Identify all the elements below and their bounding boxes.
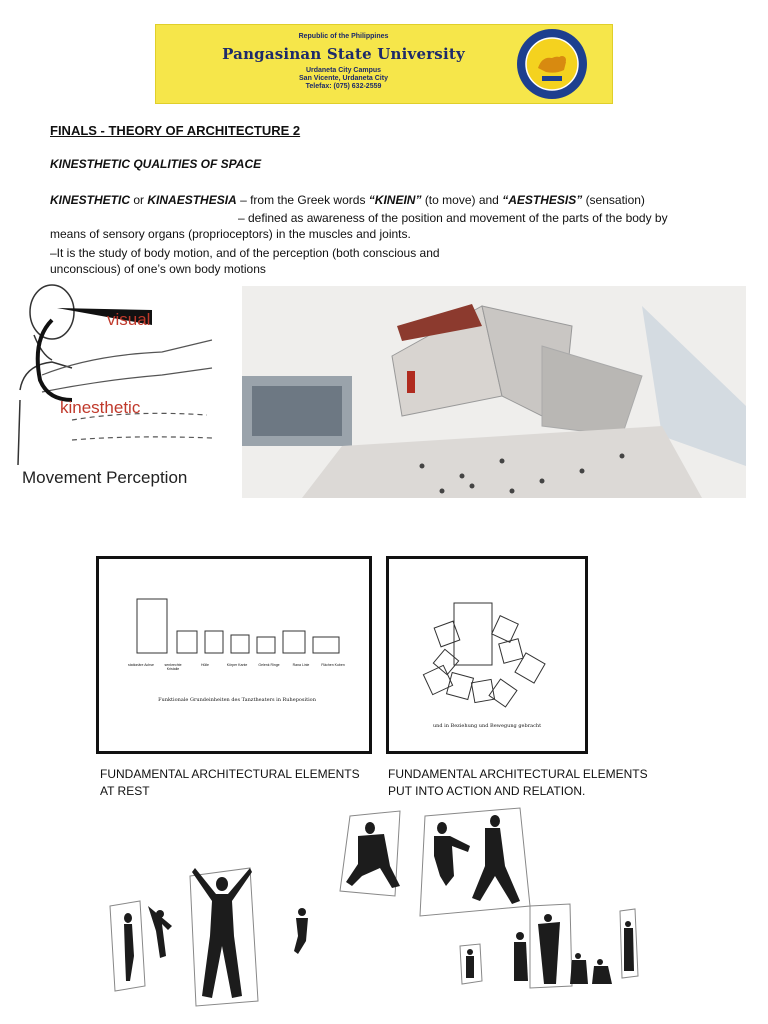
elements-at-rest-frame <box>96 556 372 754</box>
university-seal-icon <box>516 28 588 100</box>
movement-perception-figure <box>12 280 237 495</box>
rest-label-7: Flächen Kuben <box>321 663 345 667</box>
definition-text-2: means of sensory organs (proprioceptors) in the muscles and joints. <box>50 227 411 241</box>
campus-info <box>156 67 531 91</box>
section-subtitle: KINESTHETIC QUALITIES OF SPACE <box>50 157 262 171</box>
rest-label-6: Rana Linie <box>292 663 310 667</box>
action-caption-line-1: FUNDAMENTAL ARCHITECTURAL ELEMENTS <box>388 767 648 781</box>
word-aesthesis: “AESTHESIS” <box>502 193 583 207</box>
campus-line: Urdaneta City Campus <box>305 67 382 74</box>
action-elements-diagram <box>409 589 569 714</box>
word-kinein: “KINEIN” <box>368 193 422 207</box>
definition-text-1: – defined as awareness of the position and movement of the parts of the body by <box>238 211 668 225</box>
action-caption-line-2: PUT INTO ACTION AND RELATION. <box>388 784 586 798</box>
rest-german-caption: Funktionale Grundeinheiten des Tanztheaters in Ruheposition <box>158 697 316 703</box>
rest-caption-line-2: AT REST <box>100 784 150 798</box>
telefax-line: Telefax: (075) 632-2559 <box>305 83 382 90</box>
visual-label: visual <box>107 310 151 329</box>
movement-perception-caption: Movement Perception <box>22 468 188 487</box>
term-kinaesthesia: KINAESTHESIA <box>147 193 237 207</box>
rest-label-4: Körper Kante <box>226 663 248 667</box>
rest-label-3: Hülle <box>201 663 209 667</box>
republic-line: Republic of the Philippines <box>298 33 389 40</box>
rest-label-2: senkrechte Kristalle <box>164 663 182 671</box>
dancers-in-frames-illustration <box>100 806 660 1016</box>
action-caption <box>388 766 648 800</box>
human-figure-illustration <box>12 280 237 465</box>
page-title: FINALS - THEORY OF ARCHITECTURE 2 <box>50 123 301 138</box>
rest-label-5: Gelenk Ringe <box>258 663 280 667</box>
university-banner <box>155 24 613 104</box>
definition-line: KINESTHETIC or KINAESTHESIA – from the Greek words “KINEIN” (to move) and “AESTHESIS” (sensation) <box>50 193 645 207</box>
collage-illustration <box>242 286 746 498</box>
address-line: San Vicente, Urdaneta City <box>299 75 388 82</box>
rest-label-1: stationäre Achse <box>128 663 154 667</box>
action-german-caption: und in Beziehung und Bewegung gebracht <box>432 723 542 729</box>
kinesthetic-label: kinesthetic <box>60 398 141 417</box>
rest-element-labels <box>127 663 347 671</box>
architectural-collage-image <box>242 286 746 498</box>
rest-caption-line-1: FUNDAMENTAL ARCHITECTURAL ELEMENTS <box>100 767 360 781</box>
definition-text-3: –It is the study of body motion, and of the perception (both conscious and <box>50 246 440 260</box>
definition-text-4: unconscious) of one’s own body motions <box>50 262 266 276</box>
elements-in-action-frame <box>386 556 588 754</box>
term-kinesthetic: KINESTHETIC <box>50 193 131 207</box>
rest-caption <box>100 766 360 800</box>
university-name: Pangasinan State University <box>222 45 465 63</box>
